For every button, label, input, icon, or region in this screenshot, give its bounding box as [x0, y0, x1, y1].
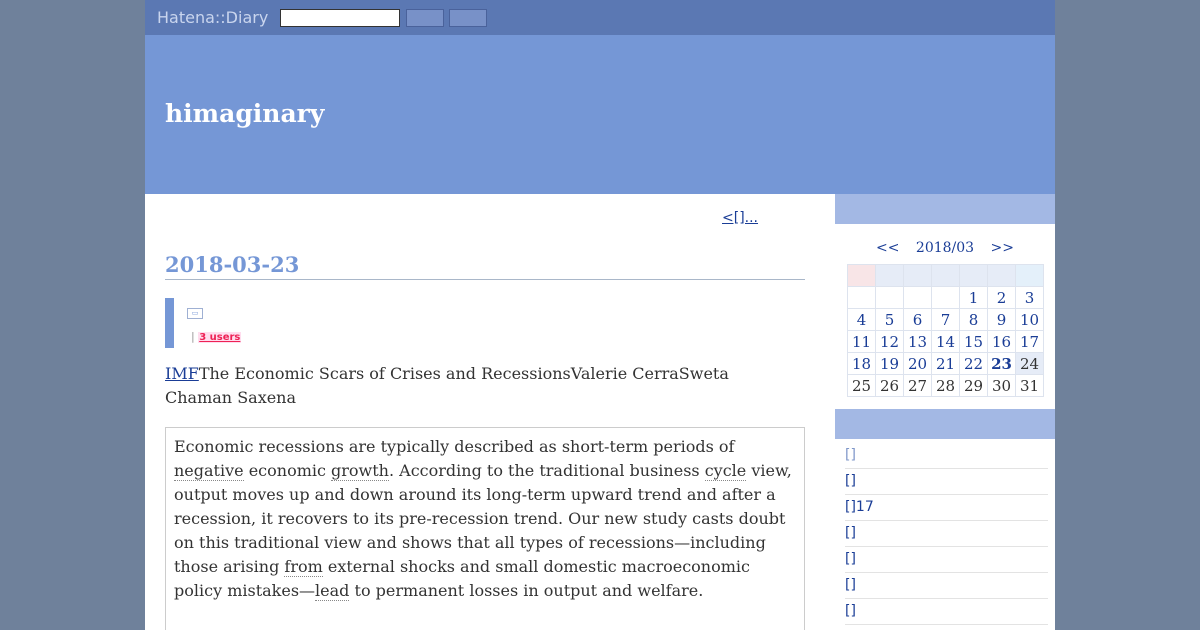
entry-intro [165, 362, 785, 410]
keyword-link[interactable]: lead [315, 581, 350, 600]
sidebar-list-item[interactable]: [] [845, 573, 1048, 599]
search-input[interactable] [280, 9, 400, 27]
calendar-week [848, 331, 1044, 353]
keyword-link[interactable]: from [284, 557, 323, 576]
calendar-day [848, 287, 876, 309]
sidebar [835, 194, 1055, 630]
calendar-day: 29 [960, 375, 988, 397]
quote-text: . According to the traditional business [388, 461, 705, 480]
calendar-day[interactable]: 2 [988, 287, 1016, 309]
blog-header [145, 35, 1055, 194]
calendar-day[interactable]: 7 [932, 309, 960, 331]
hatena-logo[interactable]: Hatena::Diary [157, 8, 269, 27]
calendar-day[interactable]: 12 [876, 331, 904, 353]
keyword-link[interactable]: cycle [704, 461, 747, 480]
calendar-day[interactable]: 5 [876, 309, 904, 331]
calendar-day[interactable]: 15 [960, 331, 988, 353]
blog-title[interactable]: himaginary [165, 99, 325, 128]
calendar-day-today[interactable]: 23 [988, 353, 1016, 375]
keyword-link[interactable]: negative [174, 461, 244, 480]
calendar-day: 27 [904, 375, 932, 397]
calendar-month[interactable]: 2018/03 [915, 240, 975, 256]
calendar-day [904, 287, 932, 309]
weekday-cell [904, 265, 932, 287]
topbar [145, 0, 1055, 35]
sidebar-section-header [835, 194, 1055, 224]
page [145, 0, 1055, 630]
quote-text: view, output moves up and down around its long-term upward trend and after a recession, it recovers to its pre-recession trend. Our new study casts doubt on this traditional view and shows that all types of recessions—including those arising [174, 461, 792, 576]
calendar-day[interactable]: 10 [1016, 309, 1044, 331]
imf-link[interactable]: IMF [165, 364, 199, 383]
calendar-day[interactable]: 13 [904, 331, 932, 353]
calendar [847, 264, 1044, 397]
calendar-day[interactable]: 9 [988, 309, 1016, 331]
calendar-day: 28 [932, 375, 960, 397]
intro-text: The Economic Scars of Crises and RecessionsValerie CerraSweta Chaman Saxena [165, 364, 729, 407]
quote-text: economic [243, 461, 332, 480]
sidebar-list-item[interactable]: [] [845, 547, 1048, 573]
quote-text: external shocks and small domestic macroeconomic policy mistakes— [174, 557, 750, 600]
sidebar-list-item[interactable]: [] [845, 599, 1048, 625]
calendar-day[interactable]: 4 [848, 309, 876, 331]
sidebar-list [835, 439, 1055, 625]
keyword-link[interactable]: growth [331, 461, 389, 480]
calendar-day[interactable]: 8 [960, 309, 988, 331]
sidebar-list-item[interactable]: [] [845, 521, 1048, 547]
calendar-day[interactable]: 18 [848, 353, 876, 375]
calendar-day[interactable]: 11 [848, 331, 876, 353]
calendar-day[interactable]: 21 [932, 353, 960, 375]
bookmark-line: | 3 users [191, 330, 241, 343]
quote-text: Economic recessions are typically described as short-term periods of [174, 437, 735, 456]
weekday-cell [848, 265, 876, 287]
entry-date[interactable]: 2018-03-23 [165, 252, 805, 280]
bookmark-users-badge[interactable]: 3 users [199, 332, 241, 343]
image-icon[interactable]: ▭ [187, 308, 203, 319]
weekday-cell [988, 265, 1016, 287]
menu-button[interactable] [449, 9, 487, 27]
entry-meta-bar [165, 298, 175, 348]
calendar-week [848, 375, 1044, 397]
calendar-day: 26 [876, 375, 904, 397]
weekday-cell [960, 265, 988, 287]
calendar-prev[interactable]: << [875, 240, 900, 256]
calendar-day: 30 [988, 375, 1016, 397]
weekday-cell [932, 265, 960, 287]
calendar-day[interactable]: 14 [932, 331, 960, 353]
quote-text: to permanent losses in output and welfare. [349, 581, 704, 600]
main-content [145, 194, 835, 630]
calendar-day [876, 287, 904, 309]
sidebar-section-header [835, 409, 1055, 439]
calendar-day[interactable]: 6 [904, 309, 932, 331]
calendar-day[interactable]: 19 [876, 353, 904, 375]
calendar-week [848, 353, 1044, 375]
sidebar-list-item[interactable]: [] [845, 443, 1048, 469]
calendar-day[interactable]: 3 [1016, 287, 1044, 309]
blockquote [165, 427, 805, 630]
calendar-day: 31 [1016, 375, 1044, 397]
weekday-cell [876, 265, 904, 287]
calendar-day[interactable]: 17 [1016, 331, 1044, 353]
calendar-day [932, 287, 960, 309]
calendar-nav [835, 224, 1055, 264]
calendar-day: 24 [1016, 353, 1044, 375]
calendar-next[interactable]: >> [990, 240, 1014, 256]
search-button[interactable] [406, 9, 444, 27]
calendar-day: 25 [848, 375, 876, 397]
sidebar-list-item[interactable]: [] [845, 469, 1048, 495]
calendar-weekday-row [848, 265, 1044, 287]
prev-link[interactable]: <[]... [722, 210, 759, 226]
calendar-week [848, 309, 1044, 331]
weekday-cell [1016, 265, 1044, 287]
calendar-day[interactable]: 20 [904, 353, 932, 375]
calendar-day[interactable]: 16 [988, 331, 1016, 353]
calendar-day[interactable]: 1 [960, 287, 988, 309]
sidebar-list-item[interactable]: []17 [845, 495, 1048, 521]
calendar-week [848, 287, 1044, 309]
calendar-day[interactable]: 22 [960, 353, 988, 375]
